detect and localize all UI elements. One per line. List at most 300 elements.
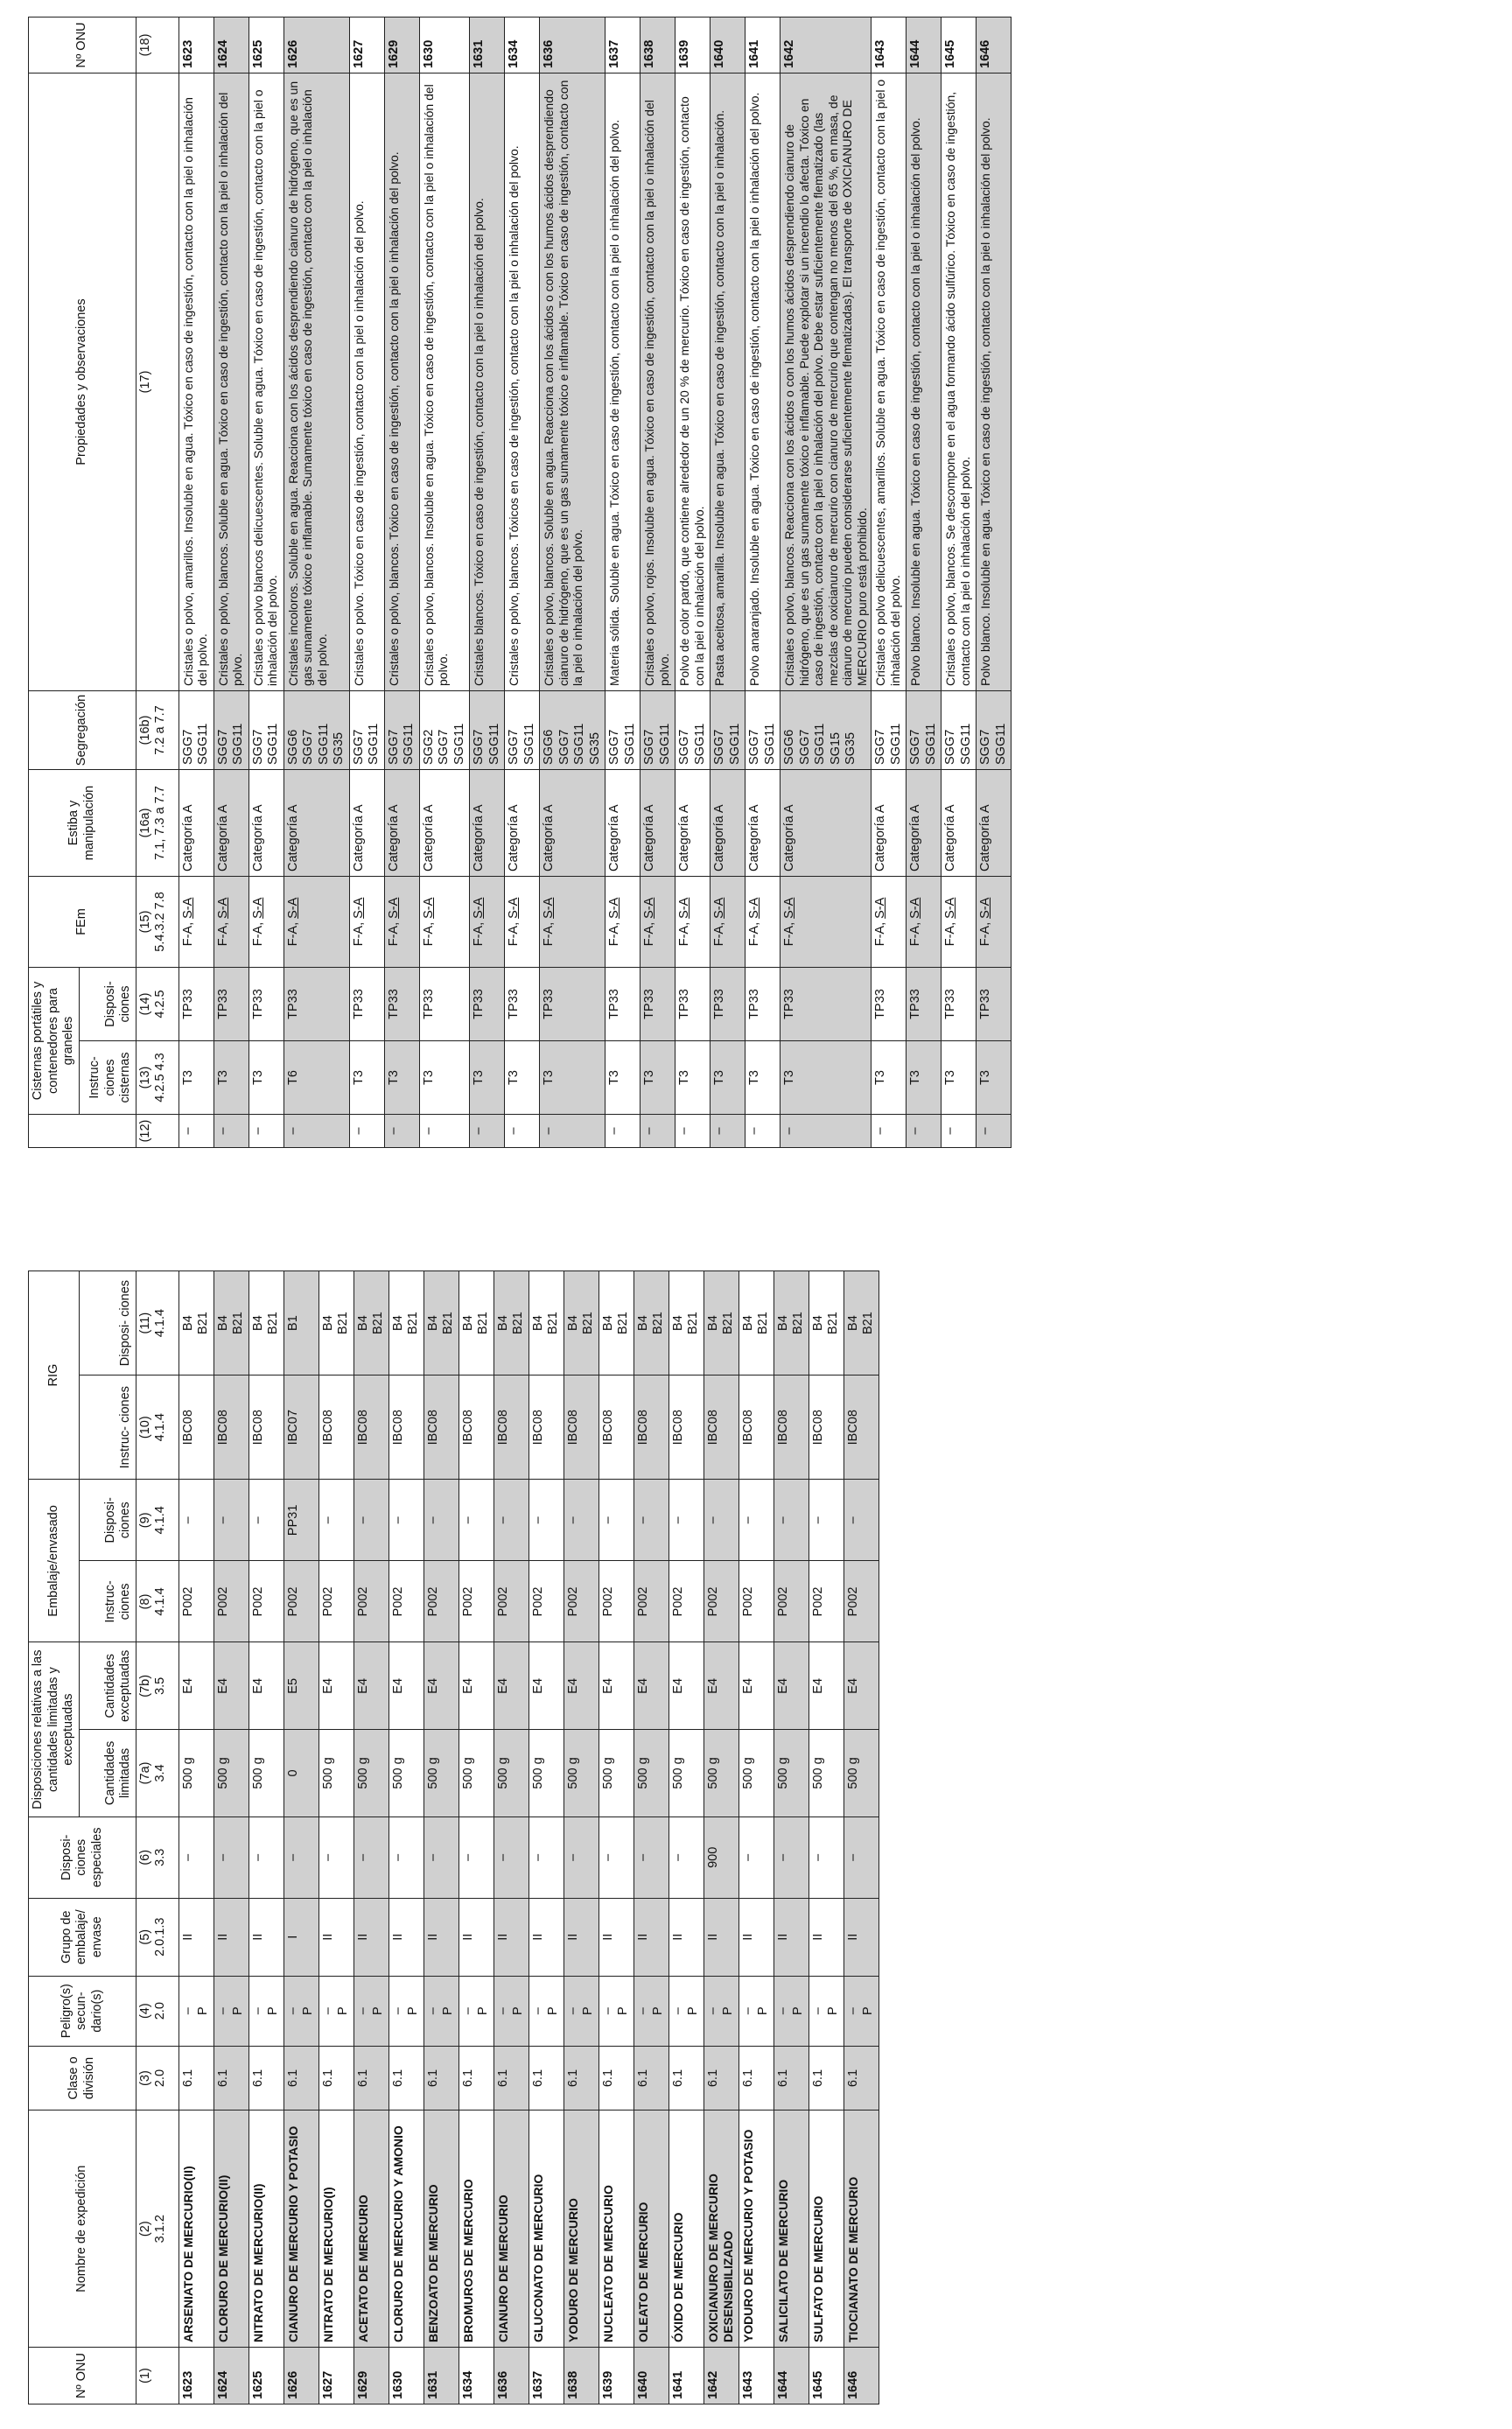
colref-18: (18) (136, 17, 178, 73)
tank-instruction-cell: T6 (284, 1041, 349, 1115)
packing-group-cell: II (458, 1898, 494, 1976)
properties-cell: Polvo blanco. Insoluble en agua. Tóxico en caso de ingestión, contacto con la piel o inhalación del polvo. (976, 73, 1012, 690)
subsidiary-hazard-cell: – P (424, 1976, 458, 2046)
properties-cell: Cristales o polvo, blancos. Tóxico en caso de ingestión, contacto con la piel o inhalación del polvo. (384, 73, 419, 690)
packing-instruction-cell: P002 (844, 1561, 878, 1642)
subsidiary-hazard-cell: – P (458, 1976, 494, 2046)
ibc-provision-cell: B4 B21 (388, 1271, 424, 1376)
ibc-instruction-cell: IBC08 (738, 1376, 774, 1480)
tank-provision-cell: TP33 (942, 967, 976, 1040)
ems-cell (419, 876, 470, 967)
packing-instruction-cell: P002 (598, 1561, 634, 1642)
ems-spill-code: S-A (507, 897, 521, 919)
packing-group-cell: II (634, 1898, 668, 1976)
excepted-quantity-cell: E4 (704, 1642, 738, 1730)
table-row (505, 17, 540, 1147)
un-number-cell: 1636 (494, 2348, 528, 2404)
un-number-cell: 1634 (458, 2348, 494, 2404)
ems-fire-code: F-A, (351, 921, 366, 947)
limited-quantity-cell: 500 g (774, 1730, 808, 1817)
ems-fire-code: F-A, (507, 921, 521, 947)
segregation-cell: SGG7 SGG11 (906, 690, 942, 769)
header-class: Clase o división (29, 2046, 136, 2110)
special-provisions-cell: – (528, 1816, 564, 1898)
un-number-right-cell: 1639 (676, 17, 710, 73)
excepted-quantity-cell: E4 (214, 1642, 248, 1730)
un-number-cell: 1646 (844, 2348, 878, 2404)
col12-cell: – (942, 1115, 976, 1148)
ibc-instruction-cell: IBC08 (774, 1376, 808, 1480)
special-provisions-cell: – (318, 1816, 354, 1898)
un-number-right-cell: 1624 (214, 17, 248, 73)
col12-cell: – (470, 1115, 505, 1148)
header-limited-excepted-group: Disposiciones relativas a las cantidades limitadas y exceptuadas (29, 1642, 80, 1816)
ems-spill-code: S-A (978, 897, 992, 919)
special-provisions-cell: – (808, 1816, 844, 1898)
packing-provision-cell: – (424, 1480, 458, 1561)
shipping-name-cell: SALICILATO DE MERCURIO (774, 2110, 808, 2348)
limited-quantity-cell: 500 g (214, 1730, 248, 1817)
un-number-cell: 1623 (178, 2348, 214, 2404)
stowage-cell: Categoría A (419, 769, 470, 876)
segregation-cell: SGG6 SGG7 SGG11 SG15 SG35 (780, 690, 872, 769)
un-number-right-cell: 1634 (505, 17, 540, 73)
header-segregation: Segregación (29, 690, 136, 769)
segregation-cell: SGG7 SGG11 (606, 690, 640, 769)
packing-instruction-cell: P002 (424, 1561, 458, 1642)
tank-provision-cell: TP33 (384, 967, 419, 1040)
ems-spill-code: S-A (782, 897, 796, 919)
colref-6: (6) 3.3 (136, 1816, 178, 1898)
packing-provision-cell: – (388, 1480, 424, 1561)
table-row (388, 1271, 424, 2404)
excepted-quantity-cell: E4 (248, 1642, 284, 1730)
un-number-right-cell: 1625 (248, 17, 284, 73)
header-tank-group: Cisternas portátiles y contenedores para graneles (29, 967, 80, 1114)
ibc-provision-cell: B4 B21 (178, 1271, 214, 1376)
table-row (424, 1271, 458, 2404)
shipping-name-cell: SULFATO DE MERCURIO (808, 2110, 844, 2348)
ems-cell (942, 876, 976, 967)
properties-cell: Cristales o polvo, blancos. Insoluble en agua. Tóxico en caso de ingestión, contacto con la piel o inhalación del polvo. (419, 73, 470, 690)
ibc-provision-cell: B4 B21 (424, 1271, 458, 1376)
shipping-name-cell: GLUCONATO DE MERCURIO (528, 2110, 564, 2348)
tank-provision-cell: TP33 (906, 967, 942, 1040)
table-row (606, 17, 640, 1147)
ems-cell (976, 876, 1012, 967)
col12-cell: – (540, 1115, 606, 1148)
packing-group-cell: II (774, 1898, 808, 1976)
un-number-cell: 1645 (808, 2348, 844, 2404)
tank-instruction-cell: T3 (976, 1041, 1012, 1115)
packing-group-cell: II (704, 1898, 738, 1976)
header-ibc-instructions: Instruc- ciones (79, 1376, 136, 1480)
ibc-instruction-cell: IBC08 (424, 1376, 458, 1480)
ibc-provision-cell: B4 B21 (248, 1271, 284, 1376)
tank-provision-cell: TP33 (606, 967, 640, 1040)
ems-spill-code: S-A (908, 897, 922, 919)
subsidiary-hazard-cell: – P (178, 1976, 214, 2046)
table-row (976, 17, 1012, 1147)
col12-cell: – (178, 1115, 214, 1148)
class-cell: 6.1 (704, 2046, 738, 2110)
excepted-quantity-cell: E4 (388, 1642, 424, 1730)
ibc-provision-cell: B4 B21 (844, 1271, 878, 1376)
tank-provision-cell: TP33 (349, 967, 384, 1040)
table-row (872, 17, 906, 1147)
col12-cell: – (384, 1115, 419, 1148)
ems-spill-code: S-A (873, 897, 887, 919)
header-packing-group: Grupo de embalaje/ envase (29, 1898, 136, 1976)
ems-cell (214, 876, 248, 967)
properties-cell: Polvo anaranjado. Insoluble en agua. Tóxico en caso de ingestión, contacto con la piel o inhalación del polvo. (746, 73, 780, 690)
limited-quantity-cell: 500 g (634, 1730, 668, 1817)
table-row (178, 17, 214, 1147)
colref-12: (12) (136, 1115, 178, 1148)
header-ibc-provisions: Disposi- ciones (79, 1271, 136, 1376)
colref-16a: (16a) 7.1, 7.3 a 7.7 (136, 769, 178, 876)
ibc-provision-cell: B4 B21 (598, 1271, 634, 1376)
stowage-cell: Categoría A (349, 769, 384, 876)
packing-group-cell: II (318, 1898, 354, 1976)
col12-cell: – (746, 1115, 780, 1148)
tank-instruction-cell: T3 (676, 1041, 710, 1115)
packing-instruction-cell: P002 (634, 1561, 668, 1642)
ibc-instruction-cell: IBC08 (668, 1376, 704, 1480)
packing-provision-cell: PP31 (284, 1480, 318, 1561)
ibc-provision-cell: B4 B21 (214, 1271, 248, 1376)
un-number-right-cell: 1643 (872, 17, 906, 73)
header-packing-group-title: Embalaje/envasado (29, 1480, 80, 1642)
limited-quantity-cell: 500 g (808, 1730, 844, 1817)
ibc-instruction-cell: IBC08 (388, 1376, 424, 1480)
subsidiary-hazard-cell: – P (284, 1976, 318, 2046)
tank-instruction-cell: T3 (349, 1041, 384, 1115)
ems-cell (710, 876, 746, 967)
header-tank-instructions: Instruc- ciones cisternas (79, 1041, 136, 1115)
colref-16b: (16b) 7.2 a 7.7 (136, 690, 178, 769)
subsidiary-hazard-cell: – P (354, 1976, 388, 2046)
ems-fire-code: F-A, (607, 921, 621, 947)
ems-fire-code: F-A, (642, 921, 656, 947)
un-number-right-cell: 1631 (470, 17, 505, 73)
table-row (780, 17, 872, 1147)
tank-provision-cell: TP33 (710, 967, 746, 1040)
ems-fire-code: F-A, (873, 921, 887, 947)
table-row (942, 17, 976, 1147)
stowage-cell: Categoría A (780, 769, 872, 876)
ibc-instruction-cell: IBC08 (494, 1376, 528, 1480)
packing-instruction-cell: P002 (458, 1561, 494, 1642)
stowage-cell: Categoría A (640, 769, 676, 876)
special-provisions-cell: – (634, 1816, 668, 1898)
packing-instruction-cell: P002 (774, 1561, 808, 1642)
stowage-cell: Categoría A (606, 769, 640, 876)
table-row (494, 1271, 528, 2404)
segregation-cell: SGG7 SGG11 (214, 690, 248, 769)
dangerous-goods-table-left (28, 1270, 879, 2404)
stowage-cell: Categoría A (906, 769, 942, 876)
ibc-provision-cell: B4 B21 (634, 1271, 668, 1376)
ibc-instruction-cell: IBC08 (318, 1376, 354, 1480)
ems-spill-code: S-A (472, 897, 486, 919)
tank-provision-cell: TP33 (214, 967, 248, 1040)
packing-group-cell: II (598, 1898, 634, 1976)
special-provisions-cell: – (564, 1816, 598, 1898)
properties-cell: Cristales o polvo blancos delicuescentes. Soluble en agua. Tóxico en caso de ingestión, contacto con la piel o inhalación del polvo. (248, 73, 284, 690)
segregation-cell: SGG6 SGG7 SGG11 SG35 (540, 690, 606, 769)
excepted-quantity-cell: E4 (738, 1642, 774, 1730)
class-cell: 6.1 (248, 2046, 284, 2110)
table-row (668, 1271, 704, 2404)
table-row (248, 17, 284, 1147)
subsidiary-hazard-cell: – P (808, 1976, 844, 2046)
class-cell: 6.1 (738, 2046, 774, 2110)
tank-instruction-cell: T3 (942, 1041, 976, 1115)
ems-cell (505, 876, 540, 967)
tank-provision-cell: TP33 (178, 967, 214, 1040)
ems-fire-code: F-A, (386, 921, 401, 947)
packing-group-cell: II (528, 1898, 564, 1976)
ibc-instruction-cell: IBC07 (284, 1376, 318, 1480)
class-cell: 6.1 (214, 2046, 248, 2110)
class-cell: 6.1 (458, 2046, 494, 2110)
ems-cell (906, 876, 942, 967)
table-row (704, 1271, 738, 2404)
excepted-quantity-cell: E4 (668, 1642, 704, 1730)
ibc-instruction-cell: IBC08 (564, 1376, 598, 1480)
ibc-provision-cell: B4 B21 (668, 1271, 704, 1376)
stowage-cell: Categoría A (676, 769, 710, 876)
segregation-cell: SGG7 SGG11 (872, 690, 906, 769)
special-provisions-cell: – (738, 1816, 774, 1898)
limited-quantity-cell: 500 g (388, 1730, 424, 1817)
table-row (540, 17, 606, 1147)
subsidiary-hazard-cell: – P (214, 1976, 248, 2046)
segregation-cell: SGG7 SGG11 (676, 690, 710, 769)
ems-spill-code: S-A (386, 897, 401, 919)
colref-17: (17) (136, 73, 178, 690)
class-cell: 6.1 (354, 2046, 388, 2110)
ibc-instruction-cell: IBC08 (528, 1376, 564, 1480)
table-row (808, 1271, 844, 2404)
colref-10: (10) 4.1.4 (136, 1376, 178, 1480)
special-provisions-cell: – (424, 1816, 458, 1898)
shipping-name-cell: YODURO DE MERCURIO (564, 2110, 598, 2348)
packing-provision-cell: – (318, 1480, 354, 1561)
table-row (774, 1271, 808, 2404)
subsidiary-hazard-cell: – P (668, 1976, 704, 2046)
ems-spill-code: S-A (712, 897, 726, 919)
limited-quantity-cell: 500 g (738, 1730, 774, 1817)
header-limited-quantities: Cantidades limitadas (79, 1730, 136, 1817)
shipping-name-cell: CIANURO DE MERCURIO (494, 2110, 528, 2348)
class-cell: 6.1 (494, 2046, 528, 2110)
packing-group-cell: II (388, 1898, 424, 1976)
tank-provision-cell: TP33 (284, 967, 349, 1040)
tank-provision-cell: TP33 (640, 967, 676, 1040)
excepted-quantity-cell: E4 (354, 1642, 388, 1730)
segregation-cell: SGG7 SGG11 (248, 690, 284, 769)
tank-provision-cell: TP33 (419, 967, 470, 1040)
shipping-name-cell: ARSENIATO DE MERCURIO(II) (178, 2110, 214, 2348)
ems-cell (470, 876, 505, 967)
subsidiary-hazard-cell: – P (564, 1976, 598, 2046)
packing-provision-cell: – (704, 1480, 738, 1561)
packing-group-cell: II (808, 1898, 844, 1976)
packing-instruction-cell: P002 (704, 1561, 738, 1642)
packing-provision-cell: – (598, 1480, 634, 1561)
table-row (178, 1271, 214, 2404)
ibc-instruction-cell: IBC08 (598, 1376, 634, 1480)
tank-instruction-cell: T3 (780, 1041, 872, 1115)
ibc-instruction-cell: IBC08 (354, 1376, 388, 1480)
packing-group-cell: II (248, 1898, 284, 1976)
stowage-cell: Categoría A (470, 769, 505, 876)
limited-quantity-cell: 500 g (354, 1730, 388, 1817)
subsidiary-hazard-cell: – P (388, 1976, 424, 2046)
right-table-body (178, 17, 1012, 1147)
colref-14: (14) 4.2.5 (136, 967, 178, 1040)
col12-cell: – (872, 1115, 906, 1148)
table-row (349, 17, 384, 1147)
tank-instruction-cell: T3 (505, 1041, 540, 1115)
segregation-cell: SGG7 SGG11 (710, 690, 746, 769)
ems-spill-code: S-A (215, 897, 230, 919)
table-row (419, 17, 470, 1147)
ems-fire-code: F-A, (943, 921, 957, 947)
properties-cell: Cristales o polvo, blancos. Soluble en agua. Reacciona con los ácidos o con los humos ácidos desprendiendo cianuro de hidrógeno, que es un gas sumamente tóxico e inflamable. Tóxico en caso de ingestión, contacto con la piel o inhalación del polvo. (540, 73, 606, 690)
packing-group-cell: II (738, 1898, 774, 1976)
packing-group-cell: II (494, 1898, 528, 1976)
shipping-name-cell: BENZOATO DE MERCURIO (424, 2110, 458, 2348)
ems-fire-code: F-A, (747, 921, 761, 947)
ems-fire-code: F-A, (180, 921, 195, 947)
ems-fire-code: F-A, (250, 921, 265, 947)
table-row (564, 1271, 598, 2404)
un-number-right-cell: 1627 (349, 17, 384, 73)
stowage-cell: Categoría A (710, 769, 746, 876)
ibc-instruction-cell: IBC08 (458, 1376, 494, 1480)
properties-cell: Cristales blancos. Tóxico en caso de ingestión, contacto con la piel o inhalación del polvo. (470, 73, 505, 690)
packing-instruction-cell: P002 (248, 1561, 284, 1642)
un-number-cell: 1643 (738, 2348, 774, 2404)
un-number-right-cell: 1646 (976, 17, 1012, 73)
ibc-provision-cell: B4 B21 (318, 1271, 354, 1376)
subsidiary-hazard-cell: – P (704, 1976, 738, 2046)
table-row (384, 17, 419, 1147)
ibc-instruction-cell: IBC08 (704, 1376, 738, 1480)
colref-7b: (7b) 3.5 (136, 1642, 178, 1730)
packing-provision-cell: – (668, 1480, 704, 1561)
table-row (284, 17, 349, 1147)
un-number-right-cell: 1645 (942, 17, 976, 73)
table-row (470, 17, 505, 1147)
shipping-name-cell: OXICIANURO DE MERCURIO DESENSIBILIZADO (704, 2110, 738, 2348)
class-cell: 6.1 (808, 2046, 844, 2110)
un-number-right-cell: 1623 (178, 17, 214, 73)
col12-cell: – (505, 1115, 540, 1148)
segregation-cell: SGG7 SGG11 (976, 690, 1012, 769)
ibc-provision-cell: B4 B21 (774, 1271, 808, 1376)
limited-quantity-cell: 500 g (178, 1730, 214, 1817)
packing-instruction-cell: P002 (808, 1561, 844, 1642)
class-cell: 6.1 (388, 2046, 424, 2110)
tank-instruction-cell: T3 (640, 1041, 676, 1115)
segregation-cell: SGG7 SGG11 (746, 690, 780, 769)
ems-fire-code: F-A, (712, 921, 726, 947)
ibc-instruction-cell: IBC08 (808, 1376, 844, 1480)
col12-cell: – (710, 1115, 746, 1148)
packing-group-cell: II (564, 1898, 598, 1976)
subsidiary-hazard-cell: – P (494, 1976, 528, 2046)
excepted-quantity-cell: E4 (564, 1642, 598, 1730)
packing-provision-cell: – (494, 1480, 528, 1561)
tank-provision-cell: TP33 (780, 967, 872, 1040)
packing-instruction-cell: P002 (668, 1561, 704, 1642)
excepted-quantity-cell: E5 (284, 1642, 318, 1730)
ems-cell (384, 876, 419, 967)
packing-provision-cell: – (738, 1480, 774, 1561)
limited-quantity-cell: 500 g (668, 1730, 704, 1817)
stowage-cell: Categoría A (284, 769, 349, 876)
packing-instruction-cell: P002 (388, 1561, 424, 1642)
class-cell: 6.1 (424, 2046, 458, 2110)
table-row (528, 1271, 564, 2404)
ems-cell (178, 876, 214, 967)
header-packing-instructions: Instruc- ciones (79, 1561, 136, 1642)
class-cell: 6.1 (598, 2046, 634, 2110)
segregation-cell: SGG7 SGG11 (505, 690, 540, 769)
tank-instruction-cell: T3 (710, 1041, 746, 1115)
ems-cell (780, 876, 872, 967)
un-number-right-cell: 1629 (384, 17, 419, 73)
packing-group-cell: II (668, 1898, 704, 1976)
left-table-body (178, 1271, 878, 2404)
header-tank-provisions: Disposi- ciones (79, 967, 136, 1040)
table-row (906, 17, 942, 1147)
ibc-provision-cell: B4 B21 (808, 1271, 844, 1376)
special-provisions-cell: – (668, 1816, 704, 1898)
shipping-name-cell: BROMUROS DE MERCURIO (458, 2110, 494, 2348)
tank-instruction-cell: T3 (606, 1041, 640, 1115)
un-number-right-cell: 1642 (780, 17, 872, 73)
header-col12 (29, 1115, 136, 1148)
packing-provision-cell: – (564, 1480, 598, 1561)
ems-cell (540, 876, 606, 967)
excepted-quantity-cell: E4 (808, 1642, 844, 1730)
table-row (640, 17, 676, 1147)
un-number-cell: 1641 (668, 2348, 704, 2404)
un-number-cell: 1630 (388, 2348, 424, 2404)
shipping-name-cell: CLORURO DE MERCURIO(II) (214, 2110, 248, 2348)
properties-cell: Polvo blanco. Insoluble en agua. Tóxico en caso de ingestión, contacto con la piel o inhalación del polvo. (906, 73, 942, 690)
un-number-right-cell: 1638 (640, 17, 676, 73)
un-number-right-cell: 1640 (710, 17, 746, 73)
col12-cell: – (284, 1115, 349, 1148)
packing-provision-cell: – (354, 1480, 388, 1561)
un-number-cell: 1629 (354, 2348, 388, 2404)
packing-group-cell: II (844, 1898, 878, 1976)
ibc-instruction-cell: IBC08 (844, 1376, 878, 1480)
dangerous-goods-table-right (28, 17, 1012, 1148)
un-number-right-cell: 1641 (746, 17, 780, 73)
tank-instruction-cell: T3 (470, 1041, 505, 1115)
properties-cell: Cristales o polvo, amarillos. Insoluble en agua. Tóxico en caso de ingestión, contacto con la piel o inhalación del polvo. (178, 73, 214, 690)
header-un-number-right: Nº ONU (29, 17, 136, 73)
limited-quantity-cell: 500 g (598, 1730, 634, 1817)
special-provisions-cell: – (598, 1816, 634, 1898)
